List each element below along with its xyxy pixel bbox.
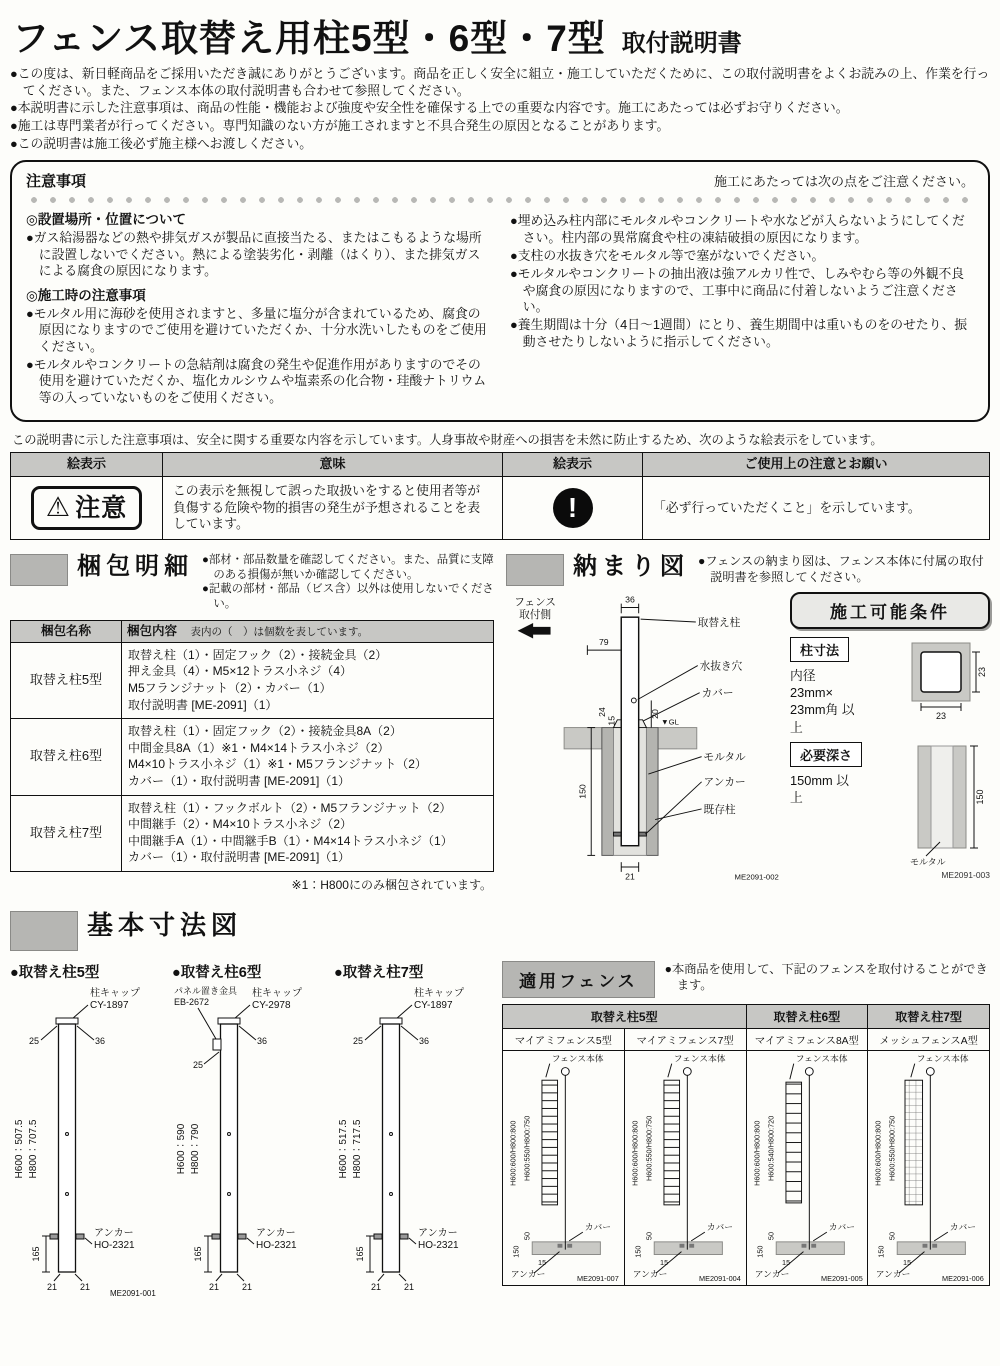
part-label: パネル置き金具 — [174, 985, 238, 996]
dim-label: 25 — [352, 1035, 364, 1046]
depth-text: 150mm 以上 — [790, 772, 850, 806]
depth-diagram — [908, 742, 990, 868]
packing-row-type6 — [11, 719, 494, 795]
part-model: HO-2321 — [94, 1239, 135, 1251]
depth-spec — [790, 742, 902, 807]
dim-label: 150 — [577, 784, 588, 799]
diagram-code: ME2091-007 — [577, 1273, 619, 1283]
dotted-divider — [26, 195, 974, 205]
basic-dimensions-section — [10, 909, 990, 1298]
diagram-code: ME2091-002 — [734, 872, 779, 882]
dim-label: 165 — [193, 1246, 203, 1262]
caution-left-column — [26, 211, 490, 408]
caution-symbol — [31, 486, 142, 531]
height-dim-label: H600:540/H800:720 — [765, 1115, 775, 1181]
intro-line: ●本説明書に示した注意事項は、商品の性能・機能および強度や安全性を確保する上での重要な内容です。施工にあたっては必ずお守りください。 — [10, 100, 849, 116]
packing-title: 梱包明細 — [77, 552, 193, 580]
part-model: HO-2321 — [256, 1239, 297, 1251]
caution-box-title: 注意事項 — [26, 173, 87, 191]
caution-item: ●支柱の水抜き穴をモルタル等で塞がないでください。 — [510, 247, 825, 263]
caution-item: ●ガス給湯器などの熱や排気ガスが製品に直接当たる、またはこもるような場所に設置しないでください。熱による塗装劣化・剥離（はくり）、また排気ガスによる腐食の原因になります。 — [26, 230, 482, 279]
diagram-code: ME2091-006 — [942, 1273, 985, 1283]
post-diagram-type5 — [10, 961, 168, 1298]
content-line: M4×10トラス小ネジ（1）※1・M5フランジナット（2） — [128, 757, 427, 772]
dim-label: 21 — [79, 1281, 91, 1292]
column-header: 取替え柱5型 — [503, 1004, 747, 1028]
dim-label: 165 — [31, 1246, 41, 1262]
column-header-note: 表内の（ ）は個数を表しています。 — [190, 626, 369, 639]
intro-line: ●この度は、新日軽商品をご採用いただき誠にありがとうございます。商品を正しく安全に組立・施工していただくために、この取付説明書をよくお読みの上、作業を行ってください。また、フェンス本体の取付説明書も合わせて参照してください。 — [10, 66, 990, 98]
fence-name: マイアミフェンス5型 — [503, 1028, 625, 1050]
package-name: 取替え柱7型 — [11, 795, 122, 871]
dim-label: 21 — [625, 871, 635, 882]
dim-label: 15 — [538, 1258, 547, 1268]
page-title — [12, 8, 990, 62]
depth-label: 必要深さ — [790, 742, 862, 767]
height-dim-label: H600:550/H800:750 — [522, 1115, 532, 1181]
fence-diagram-miami5 — [503, 1051, 624, 1285]
diagram-code: ME2091-003 — [941, 869, 990, 880]
warning-triangle-icon: ⚠ — [45, 492, 71, 523]
dim-label: 165 — [355, 1246, 365, 1262]
height-dim-label: H800：717.5 — [352, 1119, 363, 1179]
fence-diagram-mesh-a — [868, 1051, 989, 1285]
safety-note: この説明書に示した注意事項は、安全に関する重要な内容を示しています。人身事故や財産への損害を未然に防止するため、次のような絵表示をしています。 — [12, 433, 883, 448]
caution-box-subtitle: 施工にあたっては次の点をご注意ください。 — [713, 174, 974, 190]
fence-diagram-row — [503, 1050, 990, 1285]
dim-label: 23 — [977, 666, 987, 677]
part-label: フェンス本体 — [673, 1053, 726, 1064]
column-header: 絵表示 — [503, 453, 643, 477]
caution-subheading: ◎施工時の注意事項 — [26, 287, 146, 303]
intro-paragraphs — [10, 66, 990, 152]
part-label: アンカー — [418, 1227, 458, 1239]
height-dim-label: H600:600/H800:800 — [873, 1120, 883, 1186]
post-dimension-drawing — [10, 984, 162, 1298]
post-dimension-drawing — [334, 984, 486, 1298]
content-line: 取替え柱（1）・固定フック（2）・接続金具（2） — [128, 647, 388, 662]
fence-diagram-miami7 — [625, 1051, 746, 1285]
packing-table — [10, 620, 494, 872]
packing-row-type7 — [11, 795, 494, 871]
post-type-label: ●取替え柱7型 — [334, 964, 424, 981]
post-dimension-diagram — [908, 637, 990, 721]
caution-symbol-label: 注意 — [75, 493, 128, 522]
applicable-fences-title: 適用フェンス — [502, 961, 655, 998]
height-dim-label: H800：790 — [190, 1123, 201, 1175]
package-contents — [122, 795, 494, 871]
content-line: 取替え柱（1）・フックボルト（2）・M5フランジナット（2） — [128, 800, 452, 815]
part-label: カバー — [828, 1222, 855, 1233]
dim-label: 25 — [28, 1035, 40, 1046]
dim-label: 21 — [403, 1281, 415, 1292]
applicable-fences-note: ●本商品を使用して、下記のフェンスを取付けることができます。 — [664, 961, 988, 992]
column-header: ご使用上の注意とお願い — [643, 453, 990, 477]
part-label: 柱キャップ — [90, 987, 140, 999]
dim-label: 24 — [596, 707, 607, 717]
part-label: フェンス本体 — [795, 1053, 848, 1064]
caution-right-column — [510, 211, 974, 408]
installation-note: ●フェンスの納まり図は、フェンス本体に付属の取付説明書を参照してください。 — [698, 553, 984, 584]
height-dim-label: H600：517.5 — [338, 1119, 349, 1179]
installation-section — [506, 552, 990, 893]
dim-label: 23 — [935, 710, 947, 721]
dim-label: 15 — [606, 715, 617, 726]
dim-label: 36 — [418, 1035, 430, 1046]
column-header: 意味 — [163, 453, 503, 477]
part-label: 水抜き穴 — [699, 660, 743, 673]
section-marker — [10, 911, 78, 951]
caution-item: ●モルタルやコンクリートの抽出液は強アルカリ性で、しみやむら等の外観不良や腐食の原因になりますので、工事中に商品に付着しないようご注意ください。 — [510, 266, 965, 314]
section-marker — [10, 554, 68, 586]
diagram-code: ME2091-005 — [820, 1273, 863, 1283]
content-line: 中間継手（2）・M4×10トラス小ネジ（2） — [128, 817, 353, 832]
caution-meaning-text: この表示を無視して誤った取扱いをすると使用者等が負傷する危険や物的損害の発生が予想されることを表しています。 — [163, 476, 503, 539]
dim-label: 79 — [598, 637, 609, 648]
caution-subheading: ◎設置場所・位置について — [26, 212, 187, 228]
package-contents — [122, 719, 494, 795]
fence-side-label: フェンス — [514, 596, 556, 609]
fence-name: マイアミフェンス8A型 — [746, 1028, 868, 1050]
dim-label: 150 — [755, 1245, 765, 1258]
ground-level-label: ▼GL — [660, 717, 679, 727]
mandatory-action-icon: ! — [553, 488, 593, 528]
part-label: アンカー — [94, 1227, 134, 1239]
packing-note: ●記載の部材・部品（ビス含）以外は使用しないでください。 — [202, 583, 494, 611]
post-dimension-text: 内径 23mm× 23mm角 以上 — [790, 667, 855, 735]
part-model: CY-1897 — [414, 999, 453, 1011]
post-type-label: ●取替え柱5型 — [10, 964, 100, 981]
diagram-code: ME2091-001 — [110, 1288, 156, 1298]
fence-name-row — [503, 1028, 990, 1050]
post-dimension-drawing — [172, 984, 324, 1298]
dim-label: 150 — [975, 789, 985, 805]
part-label: 柱キャップ — [252, 987, 302, 999]
dim-label: 50 — [522, 1231, 532, 1240]
caution-item: ●埋め込み柱内部にモルタルやコンクリートや水などが入らないようにしてください。柱内部の異常腐食や柱の凍結破損の原因になります。 — [510, 213, 965, 245]
dim-label: 150 — [633, 1245, 643, 1258]
applicable-fences-table — [502, 1004, 990, 1286]
dim-label: 15 — [903, 1258, 912, 1268]
part-label: モルタル — [703, 751, 746, 764]
fence-name: メッシュフェンスA型 — [868, 1028, 990, 1050]
height-dim-label: H600:600/H800:800 — [508, 1120, 518, 1186]
left-arrow-icon — [518, 623, 551, 638]
post-diagram-type6 — [172, 961, 330, 1298]
part-model: HO-2321 — [418, 1239, 459, 1251]
part-label: フェンス本体 — [916, 1053, 969, 1064]
part-label: モルタル — [910, 856, 946, 867]
height-dim-label: H600:600/H800:800 — [752, 1120, 762, 1186]
packing-note: ●部材・部品数量を確認してください。また、品質に支障のある損傷が無いか確認してください。 — [202, 553, 494, 581]
part-label: 柱キャップ — [414, 987, 464, 999]
part-label: フェンス本体 — [551, 1053, 604, 1064]
part-label: アンカー — [876, 1268, 911, 1279]
installation-title: 納まり図 — [573, 552, 689, 580]
part-label: カバー — [950, 1222, 977, 1233]
conditions-title: 施工可能条件 — [790, 592, 990, 629]
fence-group-header-row — [503, 1004, 990, 1028]
dim-label: 150 — [511, 1245, 521, 1258]
packing-notes — [202, 552, 494, 612]
post-diagram-type7 — [334, 961, 492, 1298]
height-dim-label: H600:600/H800:800 — [630, 1120, 640, 1186]
part-label: アンカー — [703, 776, 746, 789]
part-label: カバー — [584, 1222, 612, 1233]
content-line: 取付説明書 [ME-2091]（1） — [128, 697, 278, 712]
part-label: 取替え柱 — [697, 616, 741, 629]
section-marker — [506, 554, 564, 586]
dim-label: 50 — [887, 1231, 897, 1240]
dim-label: 150 — [876, 1245, 886, 1258]
dim-label: 50 — [644, 1231, 654, 1240]
content-line: 中間継手A（1）・中間継手B（1）・M4×14トラス小ネジ（1） — [128, 833, 453, 848]
part-model: CY-1897 — [90, 999, 129, 1011]
caution-box — [10, 160, 990, 422]
symbol-table-header-row — [11, 453, 990, 477]
caution-item: ●養生期間は十分（4日〜1週間）にとり、養生期間中は重いものをのせたり、振動させたりしないように指示してください。 — [510, 317, 968, 349]
intro-line: ●この説明書は施工後必ず施主様へお渡しください。 — [10, 135, 313, 151]
mandatory-meaning-text: 「必ず行っていただくこと」を示しています。 — [643, 476, 990, 539]
dim-label: 21 — [46, 1281, 58, 1292]
dim-label: 15 — [781, 1258, 790, 1268]
caution-box-header — [26, 170, 974, 191]
content-line: カバー（1）・取付説明書 [ME-2091]（1） — [128, 773, 351, 788]
part-label: アンカー — [510, 1268, 546, 1279]
dim-label: 36 — [94, 1035, 106, 1046]
fence-name: マイアミフェンス7型 — [624, 1028, 746, 1050]
post-dimension-spec — [790, 637, 902, 736]
caution-item: ●モルタル用に海砂を使用されますと、多量に塩分が含まれているため、腐食の原因になりますのでご使用を避けていただくか、十分水洗いしたものをご使用ください。 — [26, 305, 487, 354]
packing-section — [10, 552, 494, 893]
height-dim-label: H600:550/H800:750 — [644, 1115, 654, 1181]
height-dim-label: H600：590 — [176, 1123, 187, 1175]
title-suffix: 取付説明書 — [621, 30, 742, 57]
part-label: カバー — [701, 687, 734, 700]
part-model: EB-2672 — [174, 996, 210, 1007]
part-model: CY-2978 — [252, 999, 291, 1011]
caution-item: ●モルタルやコンクリートの急結剤は腐食の発生や促進作用がありますのでその使用を避けていただくか、塩化カルシウムや塩素系の化合物・珪酸ナトリウム等の入っていないものをご使用ください。 — [26, 356, 487, 405]
drain-hole — [631, 698, 636, 703]
column-header: 取替え柱7型 — [868, 1004, 990, 1028]
packing-header-row — [11, 621, 494, 643]
construction-conditions — [790, 592, 990, 883]
packing-row-type5 — [11, 642, 494, 718]
basic-dimensions-title: 基本寸法図 — [87, 909, 243, 940]
symbol-table-row — [11, 476, 990, 539]
post-dimension-label: 柱寸法 — [790, 637, 849, 662]
dim-label: 21 — [208, 1281, 220, 1292]
post-type-label: ●取替え柱6型 — [172, 964, 262, 981]
part-label: アンカー — [256, 1227, 296, 1239]
content-line: カバー（1）・取付説明書 [ME-2091]（1） — [128, 850, 351, 865]
dim-label: 21 — [241, 1281, 253, 1292]
column-header: 梱包名称 — [11, 621, 122, 643]
diagram-code: ME2091-004 — [698, 1273, 741, 1283]
content-line: 押え金具（4）・M5×12トラス小ネジ（4） — [128, 664, 353, 679]
part-label: 既存柱 — [703, 803, 736, 816]
package-contents — [122, 642, 494, 718]
dim-label: 36 — [256, 1035, 268, 1046]
height-dim-label: H600:550/H800:750 — [887, 1115, 897, 1181]
fence-side-label: 取付側 — [519, 608, 552, 621]
column-header: 梱包内容 — [127, 624, 178, 639]
package-name: 取替え柱6型 — [11, 719, 122, 795]
packing-footnote: ※1：H800にのみ梱包されています。 — [291, 877, 492, 892]
title-main: フェンス取替え用柱5型・6型・7型 — [12, 18, 606, 59]
part-label: アンカー — [754, 1268, 789, 1279]
package-name: 取替え柱5型 — [11, 642, 122, 718]
fence-diagram-miami8a — [747, 1051, 868, 1285]
content-line: 取替え柱（1）・固定フック（2）・接続金具8A（2） — [128, 724, 402, 739]
installation-cross-section-diagram — [506, 592, 782, 883]
content-line: 中間金具8A（1）※1・M4×14トラス小ネジ（2） — [128, 740, 390, 755]
applicable-fences-section — [502, 961, 990, 1298]
symbol-table — [10, 452, 990, 540]
column-header: 取替え柱6型 — [746, 1004, 868, 1028]
height-dim-label: H800：707.5 — [28, 1119, 39, 1179]
dim-label: 15 — [659, 1258, 668, 1268]
part-label: アンカー — [632, 1268, 668, 1279]
dim-label: 36 — [625, 594, 635, 605]
part-label: カバー — [706, 1222, 733, 1233]
content-line: M5フランジナット（2）・カバー（1） — [128, 680, 332, 695]
dim-label: 25 — [192, 1059, 204, 1070]
dim-label: 20 — [650, 708, 661, 719]
column-header: 絵表示 — [11, 453, 163, 477]
dim-label: 50 — [765, 1231, 775, 1240]
dim-label: 21 — [370, 1281, 382, 1292]
intro-line: ●施工は専門業者が行ってください。専門知識のない方が施工されますと不具合発生の原因となることがあります。 — [10, 117, 670, 133]
height-dim-label: H600：507.5 — [14, 1119, 25, 1179]
